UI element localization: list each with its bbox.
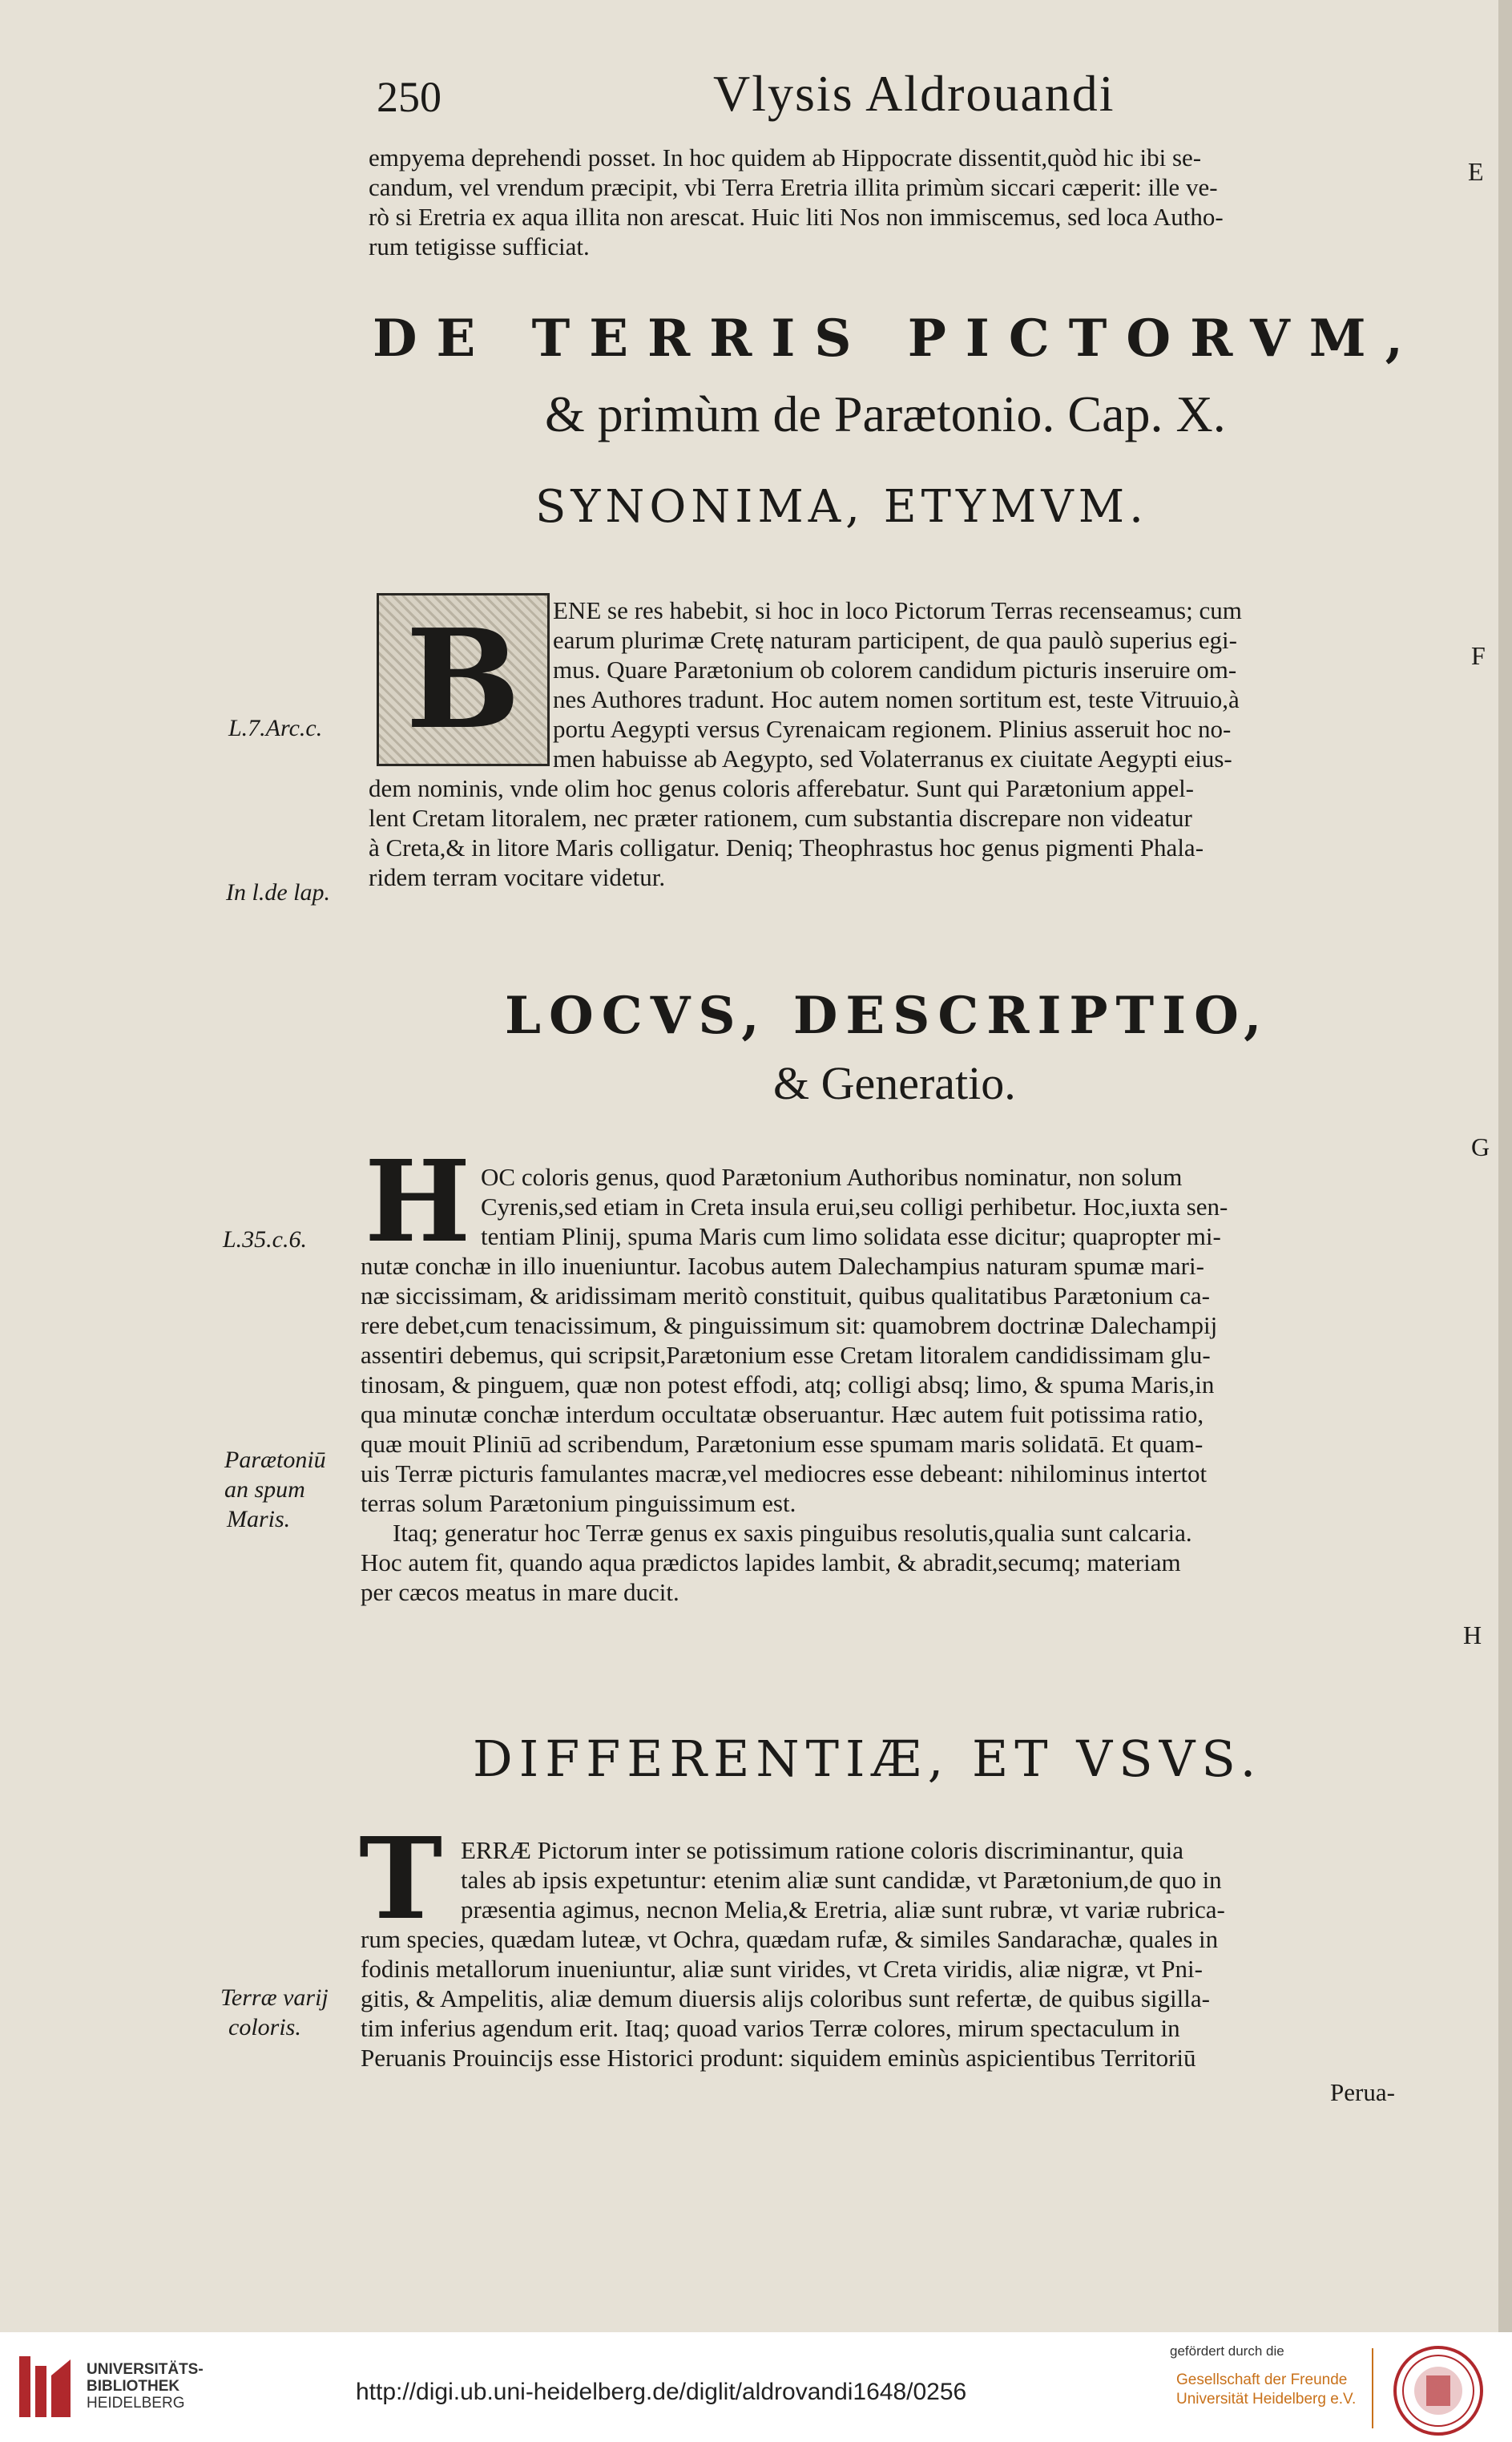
text-line: rere debet,cum tenacissimum, & pinguissimum sit: quamobrem doctrinæ Dalechampij bbox=[361, 1311, 1218, 1339]
margin-note: coloris. bbox=[228, 2014, 301, 2040]
dropcap-b: B bbox=[405, 599, 521, 760]
chapter-subtitle: & primùm de Parætonio. Cap. X. bbox=[545, 385, 1226, 442]
text-line: uis Terræ picturis famulantes macræ,vel mediocres esse debeant: nihilominus intertot bbox=[361, 1459, 1208, 1487]
digital-copy-link[interactable]: http://digi.ub.uni-heidelberg.de/diglit/aldrovandi1648/0256 bbox=[356, 2379, 967, 2405]
text-line: empyema deprehendi posset. In hoc quidem ab Hippocrate dissentit,quòd hic ibi se- bbox=[369, 143, 1202, 172]
text-line: earum plurimæ Cretę naturam participent, de qua paulò superius egi- bbox=[553, 626, 1237, 654]
ornamental-initial bbox=[377, 593, 550, 766]
text-line: Peruanis Prouincijs esse Historici produnt: siquidem eminùs aspicientibus Territoriū bbox=[361, 2044, 1196, 2072]
intro-paragraph bbox=[369, 143, 1466, 261]
signature-letter-f: F bbox=[1471, 641, 1486, 670]
signature-letter-e: E bbox=[1468, 157, 1484, 186]
margin-note: an spum bbox=[224, 1476, 305, 1503]
text-line: Itaq; generatur hoc Terræ genus ex saxis pinguibus resolutis,qualia sunt calcaria. bbox=[393, 1519, 1192, 1547]
text-line: portu Aegypti versus Cyrenaicam regionem. Plinius asseruit hoc no- bbox=[553, 715, 1232, 743]
text-line: à Creta,& in litore Maris colligatur. Deniq; Theophrastus hoc genus pigmenti Phala- bbox=[369, 834, 1204, 862]
university-seal-icon bbox=[1393, 2345, 1484, 2436]
text-line: gitis, & Ampelitis, aliæ demum diuersis alijs coloribus sunt refertæ, de quibus sigilla- bbox=[361, 1984, 1210, 2012]
text-line: qua minutæ conchæ interdum occultatæ obseruantur. Hæc autem fuit potissima ratio, bbox=[361, 1400, 1204, 1428]
text-line: nutæ conchæ in illo inueniuntur. Iacobus autem Dalechampius naturam spumæ mari- bbox=[361, 1252, 1204, 1280]
margin-note: L.35.c.6. bbox=[223, 1226, 307, 1253]
text-line: dem nominis, vnde olim hoc genus coloris afferebatur. Sunt qui Parætonium appel- bbox=[369, 774, 1195, 802]
text-line: næ siccissimam, & aridissimam meritò constituit, quibus qualitatibus Parætonium ca- bbox=[361, 1282, 1210, 1310]
society-name: Gesellschaft der Freunde Universität Heidelberg e.V. bbox=[1176, 2371, 1357, 2408]
page-gutter bbox=[1498, 0, 1512, 2332]
text-line: fodinis metallorum inueniuntur, aliæ sunt virides, vt Creta viridis, aliæ nigræ, vt Pni- bbox=[361, 1955, 1203, 1983]
text-line: tim inferius agendum erit. Itaq; quoad varios Terræ colores, mirum spectaculum in bbox=[361, 2014, 1180, 2042]
section-title-locus: LOCVS, DESCRIPTIO, bbox=[505, 986, 1270, 1046]
margin-note: L.7.Arc.c. bbox=[228, 715, 323, 741]
library-name: UNIVERSITÄTS- BIBLIOTHEK HEIDELBERG bbox=[87, 2361, 204, 2412]
margin-note: Maris. bbox=[227, 1506, 291, 1532]
dropcap-h: H bbox=[365, 1136, 471, 1268]
section-1-paragraph bbox=[369, 773, 1466, 892]
text-line: ENE se res habebit, si hoc in loco Pictorum Terras recenseamus; cum bbox=[553, 596, 1242, 624]
library-logo-icon bbox=[14, 2348, 79, 2425]
margin-note: Parætoniū bbox=[224, 1447, 326, 1473]
text-line: nes Authores tradunt. Hoc autem nomen sortitum est, teste Vitruuio,à bbox=[553, 685, 1240, 713]
text-line: lent Cretam litoralem, nec præter rationem, cum substantia discrepare non videatur bbox=[369, 804, 1192, 832]
chapter-title: DE TERRIS PICTORVM, bbox=[373, 309, 1422, 369]
margin-note: In l.de lap. bbox=[226, 879, 330, 906]
section-3-indented bbox=[461, 1835, 1466, 1924]
text-line: tinosam, & pinguem, quæ non potest effodi, atq; colligi absq; limo, & spuma Maris,in bbox=[361, 1370, 1215, 1399]
text-line: terras solum Parætonium pinguissimum est. bbox=[361, 1489, 796, 1517]
section-subtitle-generatio: & Generatio. bbox=[773, 1057, 1016, 1109]
text-line: candum, vel vrendum præcipit, vbi Terra Eretria illita primùm siccari cæperit: ille ve- bbox=[369, 173, 1218, 201]
text-line: præsentia agimus, necnon Melia,& Eretria, aliæ sunt rubræ, vt variæ rubrica- bbox=[461, 1895, 1225, 1923]
text-line: tentiam Plinij, spuma Maris cum limo solidata esse dicitur; quapropter mi- bbox=[481, 1222, 1221, 1250]
text-line: rum tetigisse sufficiat. bbox=[369, 232, 590, 260]
dropcap-t: T bbox=[359, 1814, 443, 1945]
signature-letter-g: G bbox=[1471, 1132, 1490, 1161]
page-number: 250 bbox=[377, 73, 442, 121]
text-line: rò si Eretria ex aqua illita non arescat. Huic liti Nos non immiscemus, sed loca Autho- bbox=[369, 203, 1224, 231]
footer-bar bbox=[0, 2332, 1512, 2442]
text-line: ERRÆ Pictorum inter se potissimum ratione coloris discriminantur, quia bbox=[461, 1836, 1183, 1864]
section-2-paragraph bbox=[361, 1251, 1466, 1607]
page-header bbox=[377, 64, 1482, 128]
margin-note: Terræ varij bbox=[220, 1984, 329, 2011]
section-3-paragraph bbox=[361, 1924, 1466, 2073]
text-line: per cæcos meatus in mare ducit. bbox=[361, 1578, 679, 1606]
text-line: mus. Quare Parætonium ob colorem candidum picturis inseruire om- bbox=[553, 656, 1237, 684]
text-line: rum species, quædam luteæ, vt Ochra, quædam rufæ, & similes Sandarachæ, quales in bbox=[361, 1925, 1219, 1953]
support-label: gefördert durch die bbox=[1170, 2343, 1284, 2359]
text-line: ridem terram vocitare videtur. bbox=[369, 863, 666, 891]
section-2-indented bbox=[481, 1162, 1466, 1251]
text-line: quæ mouit Pliniū ad scribendum, Parætonium esse spumam maris solidatā. Et quam- bbox=[361, 1430, 1204, 1458]
text-line: OC coloris genus, quod Parætonium Authoribus nominatur, non solum bbox=[481, 1163, 1183, 1191]
text-line: Cyrenis,sed etiam in Creta insula erui,seu colligi perhibetur. Hoc,iuxta sen- bbox=[481, 1193, 1228, 1221]
text-line: Hoc autem fit, quando aqua prædictos lapides lambit, & abradit,secumq; materiam bbox=[361, 1548, 1181, 1576]
catchword: Perua- bbox=[1330, 2078, 1395, 2106]
section-title-differentiae: DIFFERENTIÆ, ET VSVS. bbox=[473, 1730, 1263, 1788]
section-title-synonima: SYNONIMA, ETYMVM. bbox=[535, 481, 1148, 533]
running-title: Vlysis Aldrouandi bbox=[713, 65, 1115, 122]
text-line: assentiri debemus, qui scripsit,Parætonium esse Cretam litoralem candidissimam glu- bbox=[361, 1341, 1211, 1369]
signature-letter-h: H bbox=[1463, 1621, 1482, 1649]
section-1-indented bbox=[553, 595, 1466, 773]
footer-divider bbox=[1372, 2348, 1373, 2428]
text-line: men habuisse ab Aegypto, sed Volaterranus ex ciuitate Aegypti eius- bbox=[553, 745, 1232, 773]
text-line: tales ab ipsis expetuntur: etenim aliæ sunt candidæ, vt Parætonium,de quo in bbox=[461, 1866, 1222, 1894]
